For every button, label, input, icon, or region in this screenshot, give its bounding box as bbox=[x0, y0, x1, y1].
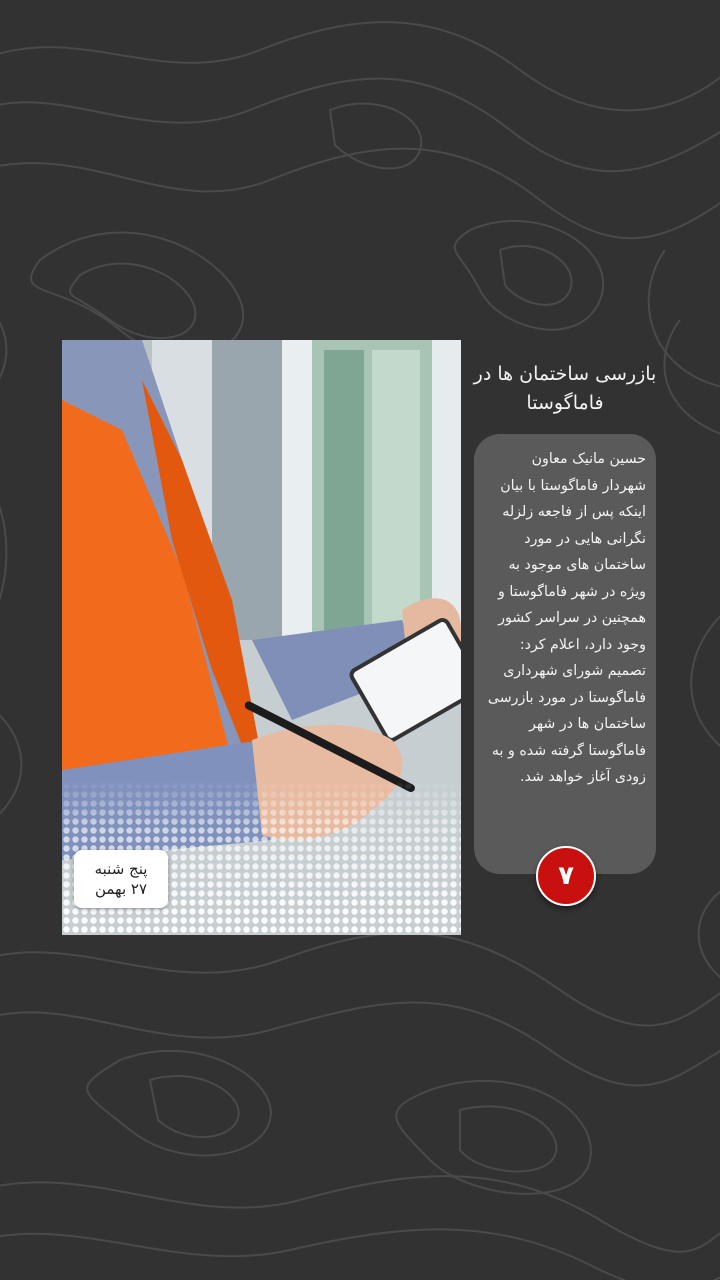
post-title: بازرسی ساختمان ها در فاماگوستا bbox=[473, 363, 657, 414]
post-number-badge: ۷ bbox=[536, 846, 596, 906]
body-card bbox=[474, 434, 656, 874]
inspection-photo bbox=[62, 340, 461, 935]
date-day-month: ۲۷ بهمن bbox=[94, 880, 148, 898]
body-text: حسین مانیک معاون شهردار فاماگوستا با بیان اینکه پس از فاجعه زلزله نگرانی هایی در مورد ساختمان های موجود به ویژه در شهر فاماگوستا و همچنین در سراسر کشور وجود دارد، اعلام کرد: تصمیم شورای شهرداری فاماگوستا در مورد بازرسی ساختمان ها در شهر فاماگوستا گرفته شده و به زودی آغاز خواهد شد. bbox=[487, 451, 646, 785]
date-weekday: پنج شنبه bbox=[94, 860, 148, 878]
date-badge bbox=[74, 850, 168, 908]
